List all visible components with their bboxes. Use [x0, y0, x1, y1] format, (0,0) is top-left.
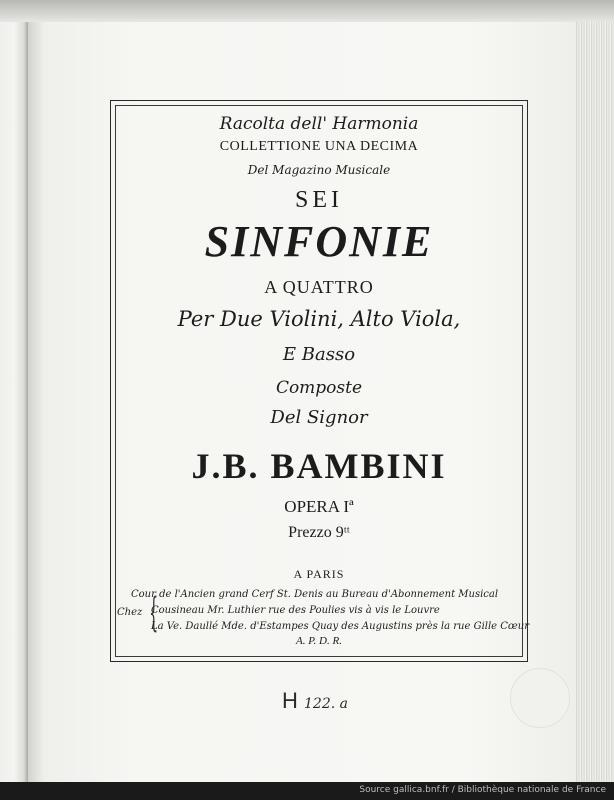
opus-number: OPERA Iª [284, 497, 354, 516]
book-binding [0, 22, 28, 782]
parts-count: A QUATTRO [264, 277, 374, 297]
composed-line: Composte [275, 378, 363, 398]
brace-icon: { [149, 590, 159, 636]
publisher-addresses [111, 585, 530, 636]
shelfmark-number: 122. a [304, 696, 348, 712]
collection-number: COLLETTIONE UNA DECIMA [219, 139, 419, 154]
count-line: SEI [295, 187, 343, 213]
page-edges [576, 22, 614, 782]
address-line-1: Cour de l'Ancien grand Cerf St. Denis au Bureau d'Abonnement Musical [131, 589, 499, 600]
composer-name: J.B. BAMBINI [191, 446, 447, 486]
magazine-line: Del Magazino Musicale [247, 163, 391, 177]
price: Prezzo 9ᵗᵗ [288, 524, 350, 541]
top-shadow [0, 0, 614, 22]
city: A PARIS [293, 567, 345, 581]
privilege-mark: A. P. D. R. [296, 635, 342, 647]
instrumentation-bass: E Basso [282, 344, 356, 365]
chez-label: Chez [117, 607, 143, 618]
library-stamp-icon [510, 668, 570, 728]
shelfmark [282, 688, 348, 714]
source-credit: Source gallica.bnf.fr / Bibliothèque nationale de France [359, 785, 606, 795]
shelfmark-letter: H [282, 688, 298, 713]
collection-title: Racolta dell' Harmonia [219, 114, 419, 134]
by-line: Del Signor [270, 407, 368, 428]
title-frame [110, 100, 528, 662]
address-line-2: Cousineau Mr. Luthier rue des Poulies vis à vis le Louvre [151, 605, 440, 616]
address-line-3: La Ve. Daullé Mde. d'Estampes Quay des Augustins près la rue Gille Cœur [151, 621, 530, 632]
work-title: SINFONIE [204, 217, 434, 266]
instrumentation: Per Due Violini, Alto Viola, [177, 307, 461, 331]
